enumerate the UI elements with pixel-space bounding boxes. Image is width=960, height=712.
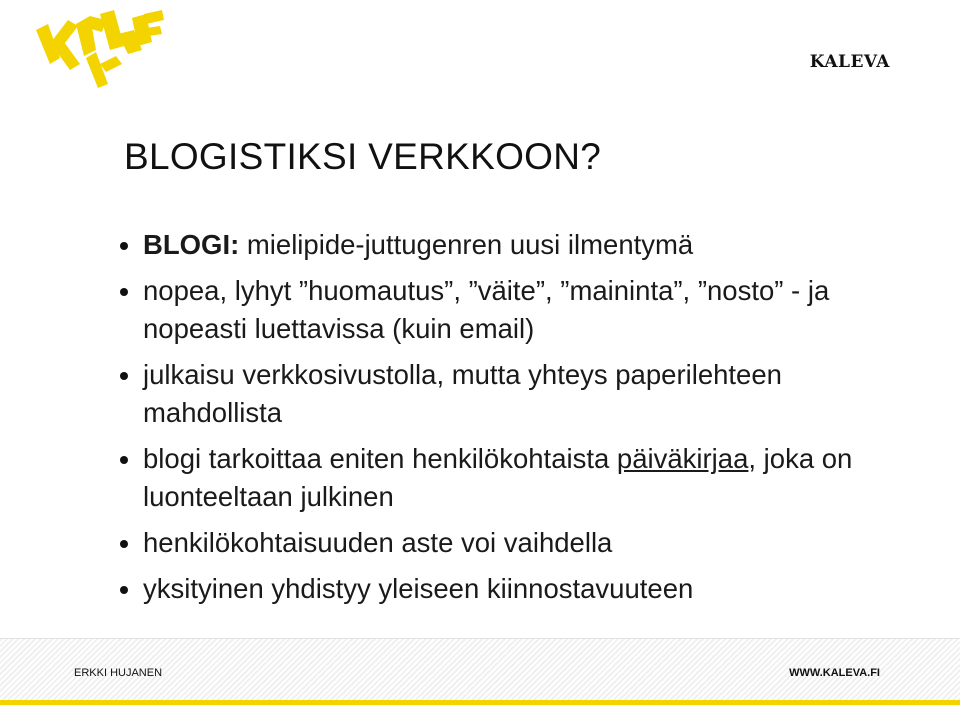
footer (0, 638, 960, 705)
bullet-item (120, 440, 920, 516)
logo-letter-shapes (36, 10, 164, 88)
bullet-text: henkilökohtaisuuden aste voi vaihdella (143, 527, 613, 558)
bullet-text: blogi tarkoittaa eniten henkilökohtaista (143, 443, 617, 474)
bullet-text: , joka on luonteeltaan julkinen (143, 443, 853, 512)
bullet-underlined: päiväkirjaa (616, 443, 749, 474)
kaleva-wordmark: KALEVA (809, 52, 890, 72)
footer-url[interactable]: WWW.KALEVA.FI (789, 667, 880, 679)
bullet-item (120, 356, 920, 432)
kaleva-yellow-logo (34, 6, 174, 90)
slide-title: BLOGISTIKSI VERKKOON? (124, 136, 602, 177)
bullet-text: julkaisu verkkosivustolla, mutta yhteys paperilehteen mahdollista (143, 359, 782, 428)
bullet-item (120, 570, 920, 608)
bullet-item (120, 226, 920, 264)
bullet-strong: BLOGI: (143, 229, 240, 260)
footer-author: ERKKI HUJANEN (74, 667, 163, 679)
bullet-item (120, 524, 920, 562)
footer-accent-line (0, 700, 960, 705)
bullet-item (120, 272, 920, 348)
bullet-text: nopea, lyhyt ”huomautus”, ”väite”, ”maininta”, ”nosto” - ja nopeasti luettavissa (kuin email) (143, 275, 830, 344)
bullet-list (120, 226, 920, 616)
bullet-text: mielipide-juttugenren uusi ilmentymä (239, 229, 694, 260)
bullet-text: yksityinen yhdistyy yleiseen kiinnostavuuteen (143, 573, 694, 604)
